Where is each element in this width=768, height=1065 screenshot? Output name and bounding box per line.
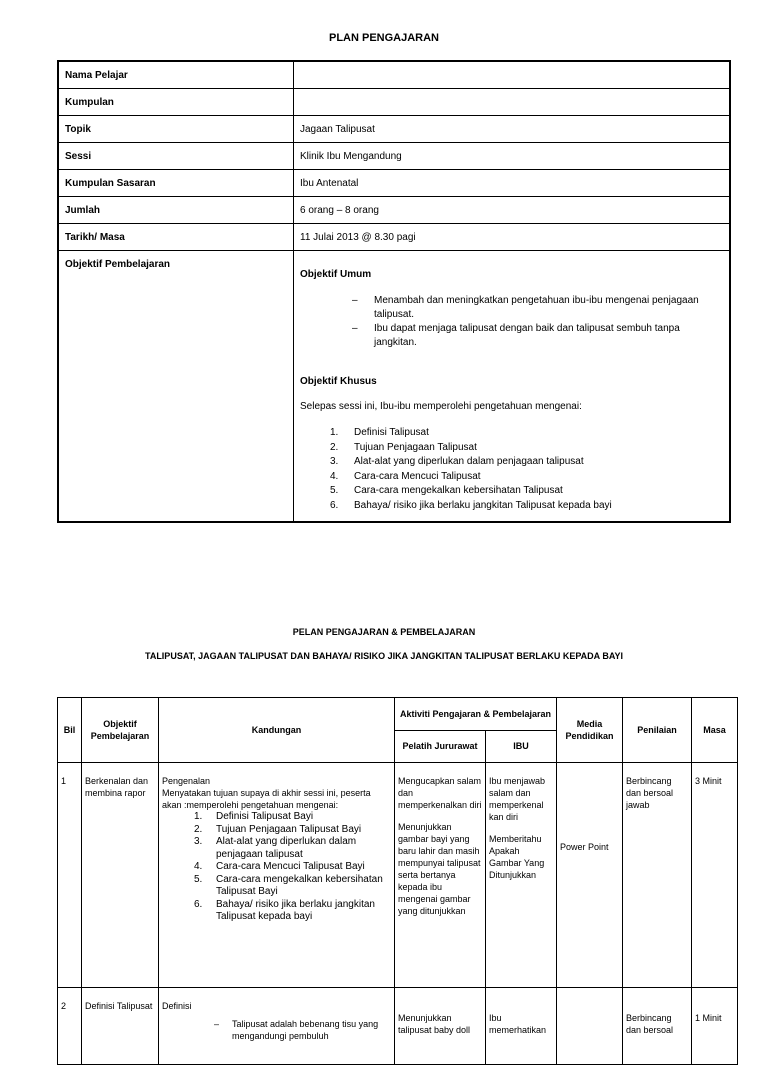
- row2-ibu: Ibu memerhatikan: [486, 988, 557, 1065]
- row1-bil: 1: [58, 763, 82, 988]
- list-text: Alat-alat yang diperlukan dalam penjagaan talipusat: [216, 836, 357, 860]
- list-number: 4.: [194, 861, 203, 872]
- kandungan-heading: Definisi: [162, 1001, 192, 1011]
- list-text: Alat-alat yang diperlukan dalam penjagaan talipusat: [354, 456, 584, 468]
- table-row: [58, 224, 730, 251]
- list-item: [330, 484, 723, 499]
- list-item: – Talipusat adalah bebenang tisu yang mengandungi pembuluh: [214, 1018, 391, 1042]
- ibu-activity-2: Memberitahu Apakah Gambar Yang Ditunjukkan: [489, 834, 545, 880]
- kumpulan-value: [294, 89, 731, 116]
- page-title: PLAN PENGAJARAN: [328, 32, 439, 44]
- header-bil: Bil: [58, 698, 82, 763]
- list-item: [330, 470, 723, 485]
- sesi-value: Klinik Ibu Mengandung: [294, 143, 731, 170]
- header-objektif: Objektif Pembelajaran: [82, 698, 159, 763]
- objektif-label: Objektif Pembelajaran: [58, 251, 294, 523]
- list-item: [330, 441, 723, 456]
- list-number: 1.: [194, 811, 203, 822]
- table-row: [58, 89, 730, 116]
- jumlah-value: 6 orang – 8 orang: [294, 197, 731, 224]
- objektif-cell: [294, 251, 731, 523]
- header-ibu: IBU: [486, 730, 557, 763]
- header-kandungan: Kandungan: [159, 698, 395, 763]
- list-number: 2.: [194, 823, 203, 835]
- kandungan-list: [194, 811, 391, 924]
- list-text: Tujuan Penjagaan Talipusat Bayi: [216, 823, 362, 835]
- list-number: 1.: [330, 427, 339, 438]
- row1-masa: 3 Minit: [692, 763, 738, 988]
- jumlah-label: Jumlah: [58, 197, 294, 224]
- nama-pelajar-label: Nama Pelajar: [58, 61, 294, 89]
- list-number: 5.: [194, 873, 203, 885]
- list-item: [194, 899, 391, 924]
- objektif-khusus-intro: Selepas sessi ini, Ibu-ibu memperolehi pengetahuan mengenai:: [300, 401, 582, 412]
- row1-penilaian: Berbincang dan bersoal jawab: [623, 763, 692, 988]
- list-text: Cara-cara mengekalkan kebersihatan Talipusat: [354, 485, 563, 497]
- list-text: Definisi Talipusat Bayi: [216, 811, 314, 822]
- row2-objektif: Definisi Talipusat: [82, 988, 159, 1065]
- row2-masa: 1 Minit: [692, 988, 738, 1065]
- kumpulan-label: Kumpulan: [58, 89, 294, 116]
- objektif-umum-heading: Objektif Umum: [300, 269, 372, 280]
- list-item: [330, 455, 723, 470]
- list-text: Bahaya/ risiko jika berlaku jangkitan Talipusat kepada bayi: [354, 499, 612, 511]
- list-text: Bahaya/ risiko jika berlaku jangkitan Talipusat kepada bayi: [216, 898, 375, 922]
- list-number: 4.: [330, 470, 339, 482]
- section-subtitle: TALIPUSAT, JAGAAN TALIPUSAT DAN BAHAYA/ RISIKO JIKA JANGKITAN TALIPUSAT BERLAKU KEPADA BAYI: [144, 651, 624, 661]
- info-table: [57, 60, 731, 523]
- tarikh-label: Tarikh/ Masa: [58, 224, 294, 251]
- list-item: [194, 824, 391, 837]
- list-number: 3.: [330, 456, 339, 468]
- sesi-label: Sessi: [58, 143, 294, 170]
- kandungan-heading: Pengenalan: [162, 776, 211, 786]
- row1-ibu: [486, 763, 557, 988]
- list-number: 6.: [330, 499, 339, 511]
- header-pelatih: Pelatih Jururawat: [395, 730, 486, 763]
- lesson-plan-table: [57, 697, 738, 1065]
- list-item: – Ibu dapat menjaga talipusat dengan baik dan talipusat sembuh tanpa jangkitan.: [352, 322, 723, 350]
- list-item: [194, 861, 391, 874]
- list-item: [194, 836, 391, 861]
- sasaran-value: Ibu Antenatal: [294, 170, 731, 197]
- table-row: [58, 170, 730, 197]
- list-number: 6.: [194, 898, 203, 910]
- row2-penilaian: Berbincang dan bersoal: [623, 988, 692, 1065]
- list-item: [194, 874, 391, 899]
- table-row: [58, 197, 730, 224]
- sasaran-label: Kumpulan Sasaran: [58, 170, 294, 197]
- objektif-khusus-heading: Objektif Khusus: [300, 376, 377, 387]
- table-header-row: [58, 698, 738, 731]
- list-item: [330, 499, 723, 514]
- topik-label: Topik: [58, 116, 294, 143]
- list-text: Cara-cara mengekalkan kebersihatan Talipusat Bayi: [216, 873, 383, 897]
- table-row: [58, 251, 730, 523]
- table-row: [58, 143, 730, 170]
- row2-bil: 2: [58, 988, 82, 1065]
- header-media: Media Pendidikan: [557, 698, 623, 763]
- row1-media: Power Point: [557, 763, 623, 988]
- section-title: PELAN PENGAJARAN & PEMBELAJARAN: [292, 627, 476, 637]
- pelatih-activity-1: Mengucapkan salam dan memperkenalkan diri: [398, 776, 482, 810]
- pelatih-activity-2: Menunjukkan gambar bayi yang baru lahir dan masih mempunyai talipusat serta bertanya kepada ibu mengenai gambar yang ditunjukkan: [398, 822, 481, 916]
- list-number: 5.: [330, 485, 339, 497]
- row2-kandungan: [159, 988, 395, 1065]
- list-text: Definisi Talipusat: [354, 427, 429, 438]
- row1-pelatih: [395, 763, 486, 988]
- list-item: – Menambah dan meningkatkan pengetahuan ibu-ibu mengenai penjagaan talipusat.: [352, 294, 723, 322]
- header-penilaian: Penilaian: [623, 698, 692, 763]
- row2-pelatih: Menunjukkan talipusat baby doll: [395, 988, 486, 1065]
- objektif-khusus-list: [330, 426, 723, 514]
- list-text: Cara-cara Mencuci Talipusat Bayi: [216, 861, 365, 872]
- kandungan-definition-list: [214, 1018, 391, 1042]
- tarikh-value: 11 Julai 2013 @ 8.30 pagi: [294, 224, 731, 251]
- ibu-activity-1: Ibu menjawab salam dan memperkenal kan diri: [489, 776, 546, 822]
- list-number: 2.: [330, 441, 339, 453]
- topik-value: Jagaan Talipusat: [294, 116, 731, 143]
- row1-kandungan: [159, 763, 395, 988]
- row2-media: [557, 988, 623, 1065]
- list-item: [330, 426, 723, 441]
- list-item: [194, 811, 391, 824]
- table-row: [58, 61, 730, 89]
- list-text: Tujuan Penjagaan Talipusat: [354, 441, 477, 453]
- table-row: [58, 116, 730, 143]
- table-row: [58, 763, 738, 988]
- objektif-umum-list: [352, 294, 723, 350]
- header-aktiviti: Aktiviti Pengajaran & Pembelajaran: [395, 698, 557, 731]
- list-text: Cara-cara Mencuci Talipusat: [354, 470, 481, 482]
- header-masa: Masa: [692, 698, 738, 763]
- table-row: [58, 988, 738, 1065]
- list-number: 3.: [194, 836, 203, 847]
- row1-objektif: Berkenalan dan membina rapor: [82, 763, 159, 988]
- nama-pelajar-value: [294, 61, 731, 89]
- kandungan-intro: Menyatakan tujuan supaya di akhir sessi ini, peserta akan :memperolehi pengetahuan mengenai:: [162, 788, 371, 810]
